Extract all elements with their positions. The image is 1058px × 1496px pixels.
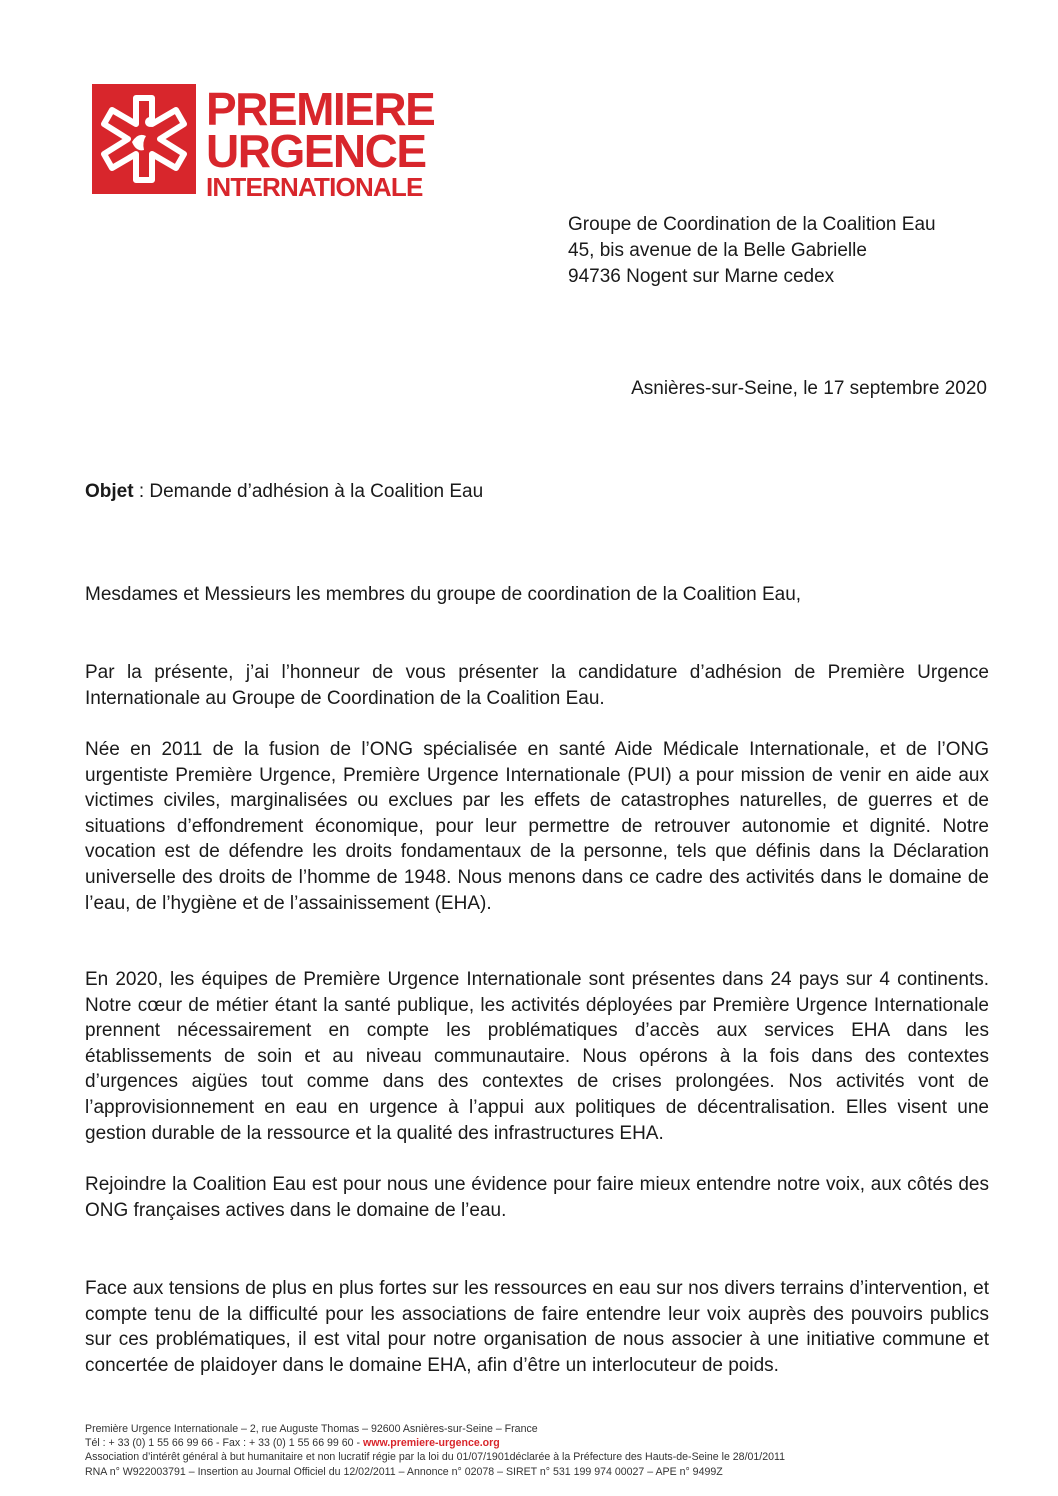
paragraph-1: Par la présente, j’ai l’honneur de vous présenter la candidature d’adhésion de Première Urgence Internationale au Groupe de Coordination de la Coalition Eau. bbox=[85, 662, 989, 709]
logo-line-3: INTERNATIONALE bbox=[206, 172, 423, 202]
logo-line-1: PREMIERE bbox=[206, 83, 435, 135]
salutation: Mesdames et Messieurs les membres du groupe de coordination de la Coalition Eau, bbox=[85, 584, 802, 605]
footer-website-link[interactable]: www.premiere-urgence.org bbox=[362, 1437, 500, 1450]
paragraph-4: Rejoindre la Coalition Eau est pour nous une évidence pour faire mieux entendre notre voix, aux côtés des ONG françaises actives dans le domaine de l’eau. bbox=[85, 1174, 989, 1221]
letter-date: Asnières-sur-Seine, le 17 septembre 2020 bbox=[631, 378, 987, 399]
paragraph-5: Face aux tensions de plus en plus fortes sur les ressources en eau sur nos divers terrains d’intervention, et compte tenu de la difficulté pour les associations de faire entendre leur voix auprès des pouvoirs publics sur ces problématiques, il est vital pour notre organisation de nous associer à une initiative commune et concertée de plaidoyer dans le domaine EHA, afin d’être un interlocuteur de poids. bbox=[85, 1278, 989, 1376]
letterhead-footer bbox=[85, 1422, 785, 1479]
recipient-line-1: Groupe de Coordination de la Coalition Eau bbox=[568, 214, 936, 235]
organization-logo bbox=[92, 83, 437, 202]
recipient-line-2: 45, bis avenue de la Belle Gabrielle bbox=[568, 240, 867, 261]
logo-line-2: URGENCE bbox=[206, 125, 426, 177]
subject-text: : Demande d’adhésion à la Coalition Eau bbox=[133, 481, 484, 502]
logo-wordmark bbox=[206, 84, 434, 200]
subject-line bbox=[85, 481, 483, 503]
recipient-address bbox=[568, 212, 936, 290]
paragraph-3: En 2020, les équipes de Première Urgence Internationale sont présentes dans 24 pays sur 4 continents. Notre cœur de métier étant la santé publique, les activités déployées par Première Urgence Internationale prennent nécessairement en compte les problématiques d’accès aux services EHA dans les établissements de soin et au niveau communautaire. Nous opérons à la fois dans des contextes d’urgences aigües tout comme dans des contextes de crises prolongées. Nos activités vont de l’approvisionnement en eau en urgence à l’appui aux politiques de décentralisation. Elles visent une gestion durable de la ressource et la qualité des infrastructures EHA. bbox=[85, 969, 989, 1144]
footer-legal-status: Association d’intérêt général à but humanitaire et non lucratif régie par la loi du 01/07/1901déclarée à la Préfecture des Hauts-de-Seine le 28/01/2011 bbox=[85, 1451, 786, 1464]
recipient-line-3: 94736 Nogent sur Marne cedex bbox=[568, 266, 835, 287]
footer-registration: RNA n° W922003791 – Insertion au Journal Officiel du 12/02/2011 – Annonce n° 02078 – SIRET n° 531 199 974 00027 – APE n° 9499Z bbox=[85, 1465, 723, 1478]
star-of-life-icon bbox=[92, 84, 196, 194]
paragraph-2: Née en 2011 de la fusion de l’ONG spécialisée en santé Aide Médicale Internationale, et de l’ONG urgentiste Première Urgence, Première Urgence Internationale (PUI) a pour mission de venir en aide aux victimes civiles, marginalisées ou exclues par les effets de catastrophes naturelles, de guerres et de situations d’effondrement économique, pour leur permettre de retrouver autonomie et dignité. Notre vocation est de défendre les droits fondamentaux de la personne, tels que définis dans la Déclaration universelle des droits de l’homme de 1948. Nous menons dans ce cadre des activités dans le domaine de l’eau, de l’hygiène et de l’assainissement (EHA). bbox=[85, 739, 989, 914]
subject-label: Objet bbox=[85, 481, 134, 502]
footer-address: Première Urgence Internationale – 2, rue Auguste Thomas – 92600 Asnières-sur-Seine – France bbox=[85, 1423, 538, 1435]
footer-phone-fax: Tél : + 33 (0) 1 55 66 99 66 - Fax : + 33 (0) 1 55 66 99 60 - bbox=[85, 1437, 363, 1450]
footer-contact bbox=[85, 1436, 785, 1450]
